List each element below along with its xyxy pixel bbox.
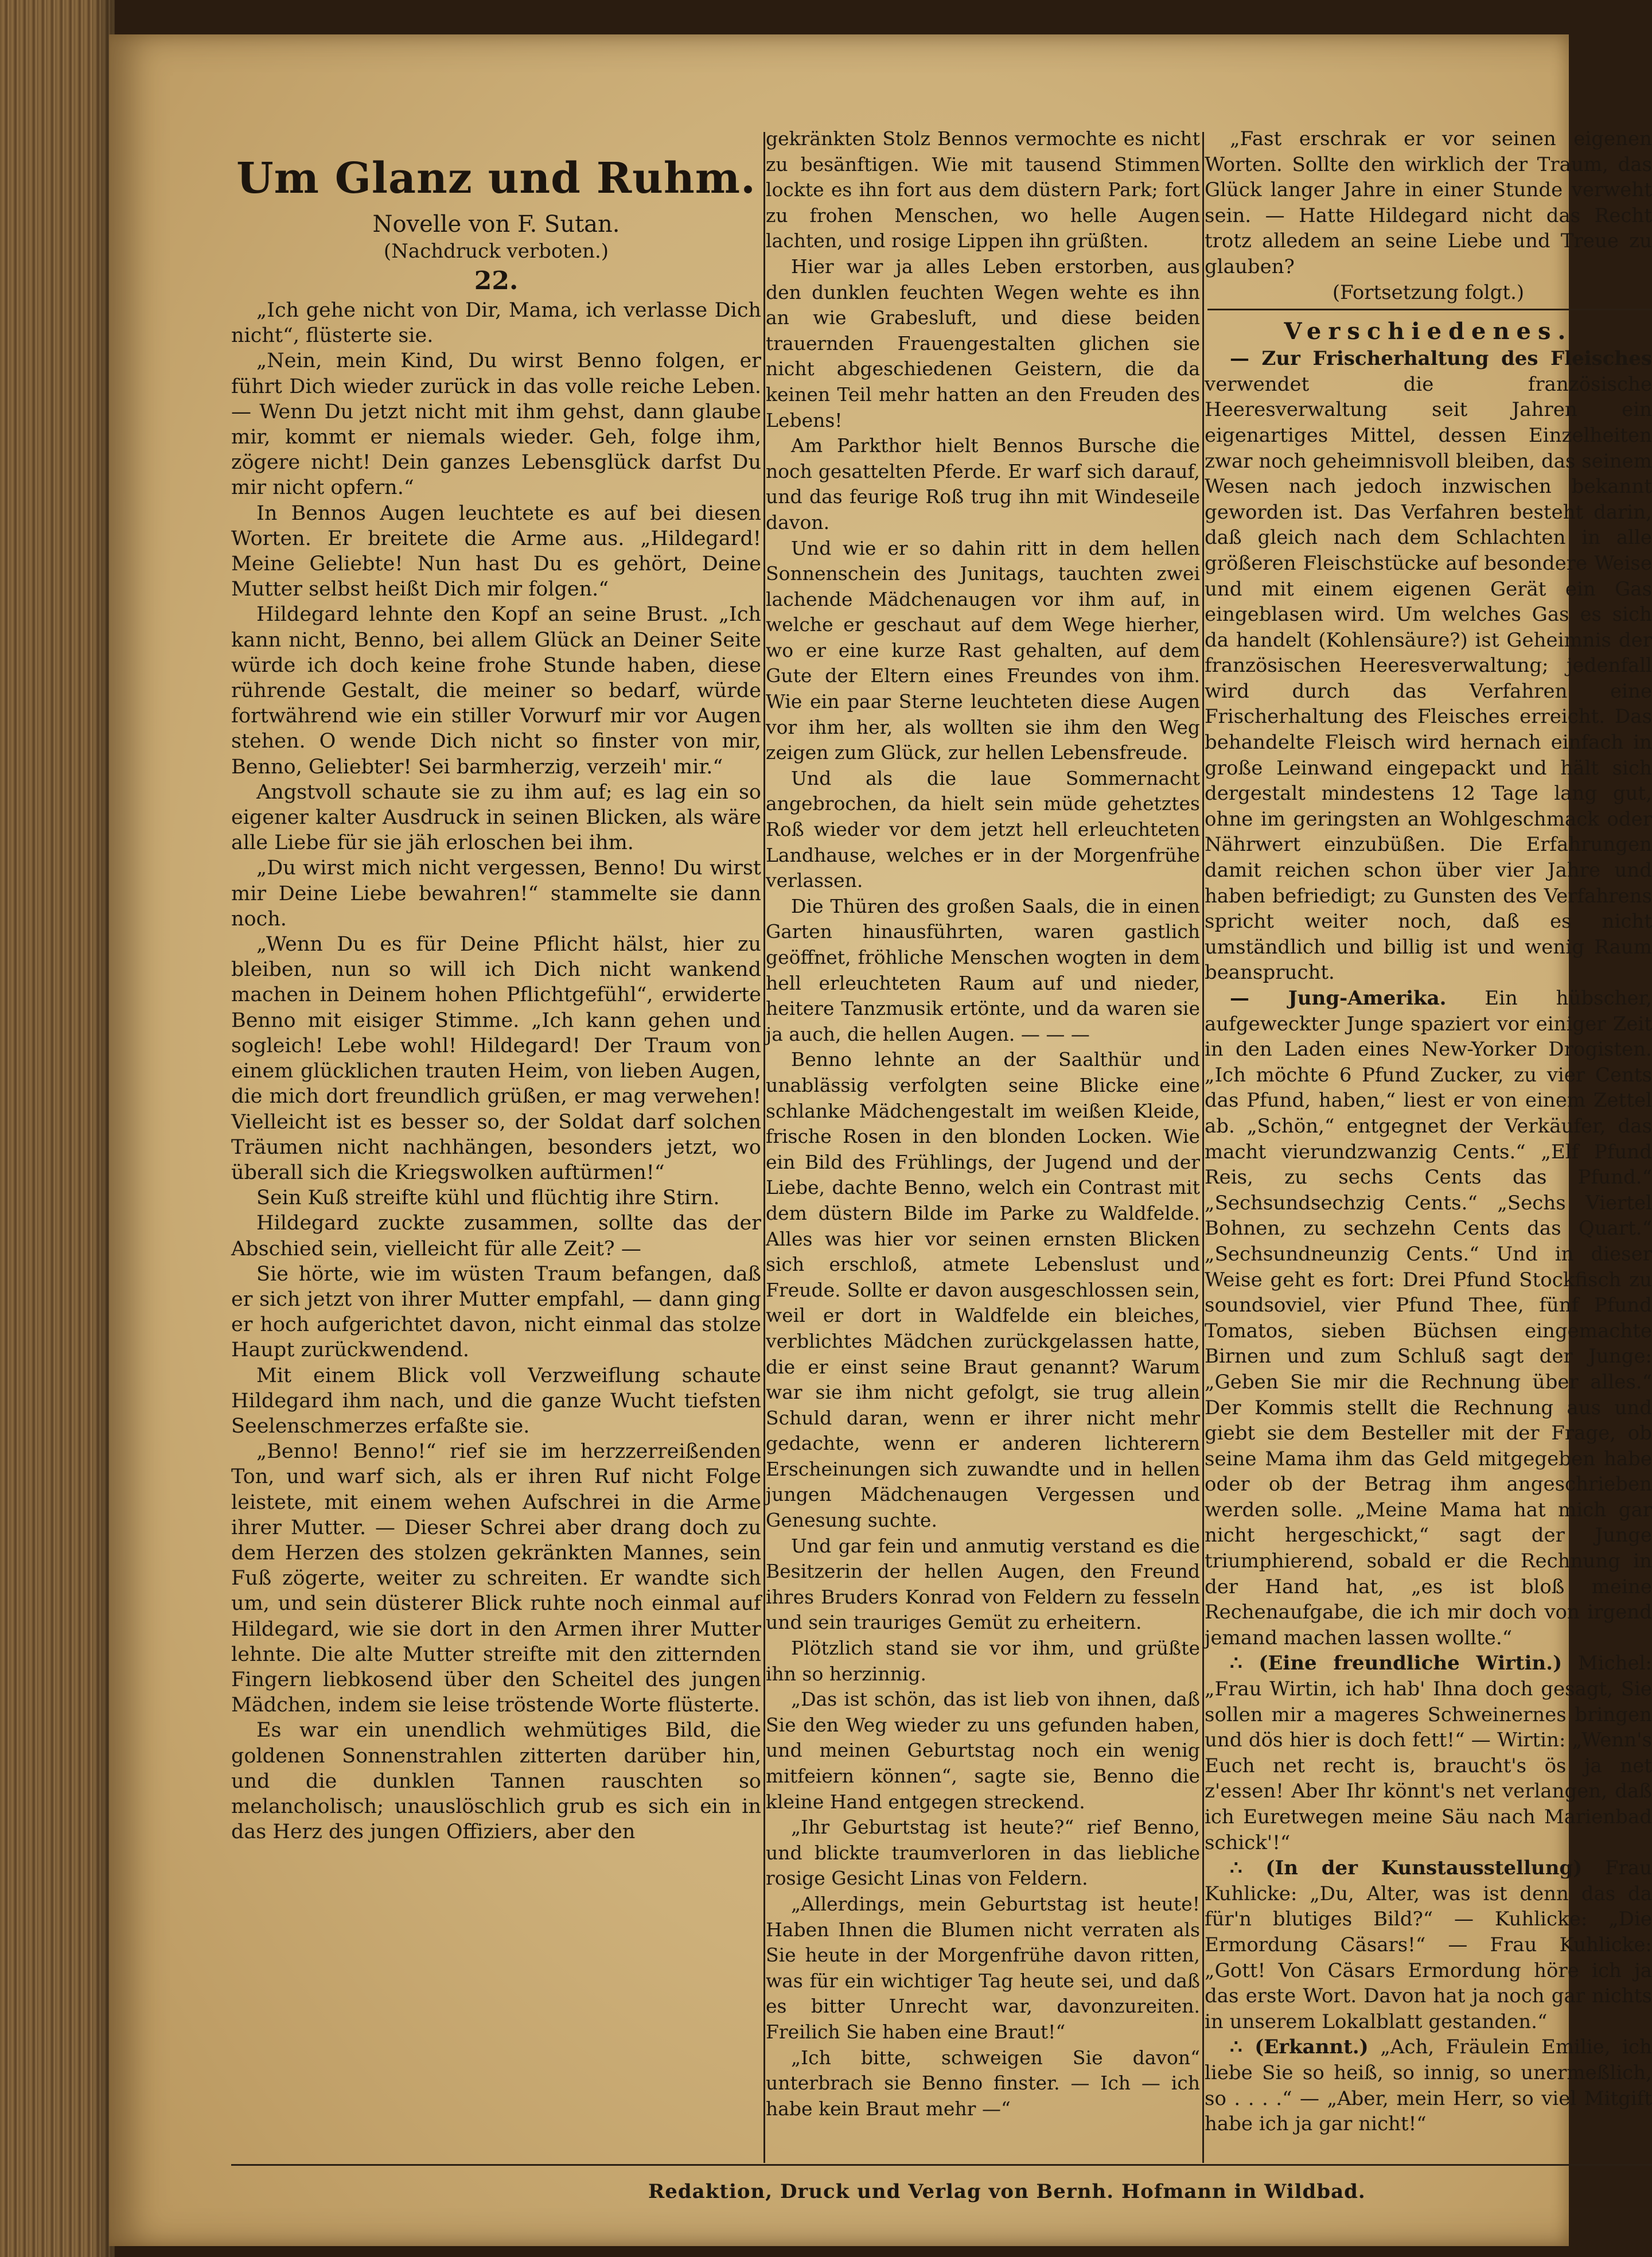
section-heading: Verschiedenes. <box>1284 318 1573 345</box>
paragraph: „Nein, mein Kind, Du wirst Benno folgen, er führt Dich wieder zurück in das volle reiche Leben. — Wenn Du jetzt nicht mit ihm gehst, dann glaube mir, kommt er niemals wieder. Geh, folge ihm, zögere nicht! Dein ganzes Lebensglück darfst Du mir nicht opfern.“ <box>231 349 761 500</box>
paragraph: Hier war ja alles Leben erstorben, aus den dunklen feuchten Wegen wehte es ihn an wie Grabesluft, und diese beiden trauernden Frauengestalten glichen sie nicht abgeschiedenen Geistern, die da keinen Teil mehr hatten an den Freuden des Lebens! <box>766 255 1200 431</box>
paragraph: Und gar fein und anmutig verstand es die Besitzerin der hellen Augen, den Freund ihres Bruders Konrad von Feldern zu fesseln und sein trauriges Gemüt zu erheitern. <box>766 1534 1200 1634</box>
item-text: Ein hübscher, aufgeweckter Junge spaziert vor einiger Zeit in den Laden eines New-Yorker Drogisten. „Ich möchte 6 Pfund Zucker, zu vier Cents das Pfund, haben,“ liest er von einem Zettel ab. „Schön,“ entgegnet der Verkäufer, das macht vierundzwanzig Cents.“ „Elf Pfund Reis, zu sechs Cents das Pfund.“ „Sechsundsechzig Cents.“ „Sechs Viertel Bohnen, zu sechzehn Cents das Quart.“ „Sechsundneunzig Cents.“ Und in dieser Weise geht es fort: Drei Pfund Stockfisch zu soundsoviel, vier Pfund Thee, fünf Pfund Tomatos, sieben Büchsen eingemachte Birnen und zum Schluß sagt der Junge: „Geben Sie mir die Rechnung über alles.“ Der Kommis stellt die Rechnung aus und giebt sie dem Besteller mit der Frage, ob seine Mama ihm das Geld mitgegeben habe oder ob der Betrag ihm angeschrieben werden solle. „Meine Mama hat mich gar nicht hergeschickt,“ sagt der Junge triumphierend, sobald er die Rechnung in der Hand hat, „es ist bloß meine Rechenaufgabe, die ich mir doch von irgend jemand machen lassen wollte.“ <box>1205 987 1652 1649</box>
item-heading: ∴ (Eine freundliche Wirtin.) <box>1230 1652 1563 1675</box>
paragraph: Mit einem Blick voll Verzweiflung schaute Hildegard ihm nach, und die ganze Wucht tiefsten Seelenschmerzes erfaßte sie. <box>231 1364 761 1438</box>
item-heading: — Jung-Amerika. <box>1230 987 1447 1010</box>
story-author: Novelle von F. Sutan. <box>372 211 620 238</box>
paragraph: Sein Kuß streifte kühl und flüchtig ihre Stirn. <box>256 1186 720 1210</box>
item-text: verwendet die französische Heeresverwaltung seit Jahren ein eigenartiges Mittel, dessen Einzelheiten zwar noch geheimnisvoll bleiben, das seinem Wesen nach jedoch inzwischen bekannt geworden ist. Das Verfahren besteht darin, daß gleich nach dem Schlachten in alle größeren Fleischstücke auf besondere Weise und mit einem eigenen Gerät ein Gas eingeblasen wird. Um welches Gas es sich da handelt (Kohlensäure?) ist Geheimnis der französischen Heeresverwaltung; jedenfall wird durch das Verfahren eine Frischerhaltung des Fleisches erreicht. Das behandelte Fleisch wird hernach einfach in große Leinwand eingepackt und hält sich dergestalt mindestens 12 Tage lang gut, ohne im geringsten an Wohlgeschmack oder Nährwert einzubüßen. Die Erfahrungen damit reichen schon über vier Jahre und haben befriedigt; zu Gunsten des Verfahrens spricht weiter noch, daß es nicht umständlich und billig ist und wenig Raum beansprucht. <box>1205 372 1652 984</box>
item-heading: — Zur Frischerhaltung des Fleisches <box>1230 347 1652 371</box>
chapter-number: 22. <box>474 266 519 295</box>
reprint-note: (Nachdruck verboten.) <box>383 240 609 263</box>
column-3-text <box>1205 126 1652 280</box>
miscellany-item <box>1205 1651 1652 1855</box>
paragraph: Benno lehnte an der Saalthür und unablässig verfolgten seine Blicke eine schlanke Mädchengestalt im weißen Kleide, frische Rosen in den blonden Locken. Wie ein Bild des Frühlings, der Jugend und der Liebe, dachte Benno, welch ein Contrast mit dem düstern Bilde im Parke zu Waldfelde. Alles was hier vor seinen ernsten Blicken sich erschloß, atmete Lebenslust und Freude. Sollte er davon ausgeschlossen sein, weil er dort in Waldfelde ein bleiches, verblichtes Mädchen zurückgelassen hatte, die er einst seine Braut genannt? Warum war sie ihm nicht gefolgt, sie trug allein Schuld daran, wenn er ihrer nicht mehr gedachte, wenn er anderen lichterern Erscheinungen sich zuwandte und in hellen jungen Mädchenaugen Vergessen und Genesung suchte. <box>766 1048 1200 1532</box>
paragraph: Sie hörte, wie im wüsten Traum befangen, daß er sich jetzt von ihrer Mutter empfahl, — dann ging er hoch aufgerichtet davon, nicht einmal das stolze Haupt zurückwendend. <box>231 1262 761 1362</box>
column-3 <box>1205 126 1652 2137</box>
paragraph: „Benno! Benno!“ rief sie im herzzerreißenden Ton, und warf sich, als er ihren Ruf nicht Folge leistete, mit einem wehen Aufschrei in die Arme ihrer Mutter. — Dieser Schrei aber drang doch zu dem Herzen des stolzen gekränkten Mannes, sein Fuß zögerte, weiter zu schreiten. Er wandte sich um, und sein düsterer Blick ruhte noch einmal auf Hildegard, wie sie dort in den Armen ihrer Mutter lehnte. Die alte Mutter streifte mit den zitternden Fingern liebkosend über den Scheitel des jungen Mädchen, indem sie leise tröstende Worte flüsterte. <box>231 1440 761 1717</box>
column-2 <box>766 126 1200 2122</box>
paragraph: Angstvoll schaute sie zu ihm auf; es lag ein so eigener kalter Ausdruck in seinen Blicken, als wäre alle Liebe für sie jäh erloschen bei ihm. <box>231 780 761 855</box>
paragraph: „Fast erschrak er vor seinen eigenen Worten. Sollte den wirklich der Traum, das Glück langer Jahre in einer Stunde verweht sein. — Hatte Hildegard nicht das Recht trotz alledem an seine Liebe und Treue zu glauben? <box>1205 127 1652 278</box>
miscellany-item <box>1205 986 1652 1651</box>
paragraph: In Bennos Augen leuchtete es auf bei diesen Worten. Er breitete die Arme aus. „Hildegard! Meine Geliebte! Nun hast Du es gehört, Deine Mutter selbst heißt Dich mir folgen.“ <box>231 501 761 601</box>
item-text: Michel: „Frau Wirtin, ich hab' Ihna doch gesagt, Sie sollen mir a mageres Schweinernes bringen und dös hier is doch fett!“ — Wirtin: „Wenn's Euch net recht is, braucht's ös ja net z'essen! Aber Ihr könnt's net verlangen, daß ich Euretwegen meine Säu nach Marienbad schick'!“ <box>1205 1652 1652 1854</box>
paragraph: Hildegard lehnte den Kopf an seine Brust. „Ich kann nicht, Benno, bei allem Glück an Deiner Seite würde ich doch keine frohe Stunde haben, diese rührende Gestalt, die meiner so bedarf, würde fortwährend wie ein stiller Vorwurf mir vor Augen stehen. O wende Dich nicht so finster von mir, Benno, Geliebter! Sei barmherzig, verzeih' mir.“ <box>231 603 761 779</box>
column-1-text <box>231 298 761 1844</box>
item-text: Frau Kuhlicke: „Du, Alter, was ist denn das da für'n blutiges Bild?“ — Kuhlicke: „Die Ermordung Cäsars!“ — Frau Kuhlicke: „Gott! Von Cäsars Ermordung höre ich ja das erste Wort. Davon hat ja noch gar nichts in unserem Lokalblatt gestanden.“ <box>1205 1857 1652 2033</box>
paragraph: „Ich bitte, schweigen Sie davon“ unterbrach sie Benno finster. — Ich — ich habe kein Braut mehr —“ <box>766 2046 1200 2120</box>
paragraph: „Ihr Geburtstag ist heute?“ rief Benno, und blickte traumverloren in das liebliche rosige Gesicht Linas von Feldern. <box>766 1816 1200 1890</box>
paragraph: „Das ist schön, das ist lieb von ihnen, daß Sie den Weg wieder zu uns gefunden haben, und meinen Geburtstag noch ein wenig mitfeiern können“, sagte sie, Benno die kleine Hand entgegen streckend. <box>766 1688 1200 1813</box>
story-title: Um Glanz und Ruhm. <box>236 154 756 203</box>
paragraph: Die Thüren des großen Saals, die in einen Garten hinausführten, waren gastlich geöffnet, fröhliche Menschen wogten in dem hell erleuchteten Raum auf und nieder, heitere Tanzmusik ertönte, und da waren sie ja auch, die hellen Augen. — — — <box>766 894 1200 1045</box>
item-text: „Ach, Fräulein Emilie, ich liebe Sie so heiß, so innig, so unermeßlich, so . . . .“ — „Aber, mein Herr, so viel Mitgift habe ich ja gar nicht!“ <box>1205 2036 1652 2136</box>
paragraph: Am Parkthor hielt Bennos Bursche die noch gesattelten Pferde. Er warf sich darauf, und das feurige Roß trug ihn mit Windeseile davon. <box>766 434 1200 534</box>
miscellany-item <box>1205 346 1652 986</box>
item-heading: ∴ (Erkannt.) <box>1230 2036 1369 2059</box>
paragraph: Und wie er so dahin ritt in dem hellen Sonnenschein des Junitags, tauchten zwei lachende Mädchenaugen vor ihm auf, in welche er geschaut auf dem Wege hierher, wo er eine kurze Rast gehalten, auf dem Gute der Eltern eines Freundes von ihm. Wie ein paar Sterne leuchteten diese Augen vor ihm her, als wollten sie ihm den Weg zeigen zum Glück, zur hellen Lebensfreude. <box>766 536 1200 764</box>
column-rule-1 <box>763 132 765 2163</box>
imprint-footer: Redaktion, Druck und Verlag von Bernh. Hofmann in Wildbad. <box>648 2180 1366 2203</box>
paragraph: Und als die laue Sommernacht angebrochen, da hielt sein müde gehetztes Roß wieder vor dem jetzt hell erleuchteten Landhause, welches er in der Morgenfrühe verlassen. <box>766 766 1200 892</box>
paragraph: „Du wirst mich nicht vergessen, Benno! Du wirst mir Deine Liebe bewahren!“ stammelte sie dann noch. <box>231 857 761 931</box>
column-rule-2 <box>1202 132 1204 2163</box>
paragraph: „Wenn Du es für Deine Pflicht hälst, hier zu bleiben, nun so will ich Dich nicht wankend machen in Deinem hohen Pflichtgefühl“, erwiderte Benno mit eisiger Stimme. „Ich kann gehen und sogleich! Lebe wohl! Hildegard! Der Traum von einem glücklichen trauten Heim, von lieben Augen, die mich dort freundlich grüßen, er mag verwehen! Vielleicht ist es besser so, der Soldat darf solchen Träumen nicht nachhängen, besonders jetzt, wo überall sich die Kriegswolken auftürmen!“ <box>231 933 761 1184</box>
footer-rule <box>231 2164 1652 2166</box>
paragraph: „Ich gehe nicht von Dir, Mama, ich verlasse Dich nicht“, flüsterte sie. <box>231 299 761 348</box>
paragraph: Plötzlich stand sie vor ihm, und grüßte ihn so herzinnig. <box>766 1637 1200 1685</box>
paragraph: Es war ein unendlich wehmütiges Bild, die goldenen Sonnenstrahlen zitterten darüber hin, und die dunklen Tannen rauschten so melancholisch; unauslöschlich grub es sich ein in das Herz des jungen Offiziers, aber den <box>231 1719 761 1844</box>
miscellany-item <box>1205 2034 1652 2137</box>
book-edge <box>0 0 115 2257</box>
column-2-text <box>766 126 1200 2122</box>
paragraph: gekränkten Stolz Bennos vermochte es nicht zu besänftigen. Wie mit tausend Stimmen lockte es ihn fort aus dem düstern Park; fort zu frohen Menschen, wo helle Augen lachten, und rosige Lippen ihn grüßten. <box>766 127 1200 252</box>
continued-note: (Fortsetzung folgt.) <box>1332 281 1525 304</box>
paragraph: Hildegard zuckte zusammen, sollte das der Abschied sein, vielleicht für alle Zeit? — <box>231 1212 761 1260</box>
paragraph: „Allerdings, mein Geburtstag ist heute! Haben Ihnen die Blumen nicht verraten als Sie heute in der Morgenfrühe davon ritten, was für ein wichtiger Tag heute sei, und daß es bitter Unrecht war, davonzureiten. Freilich Sie haben eine Braut!“ <box>766 1892 1200 2043</box>
item-heading: ∴ (In der Kunstausstellung) <box>1230 1857 1583 1880</box>
miscellany-item <box>1205 1855 1652 2034</box>
newspaper-page <box>109 34 1652 2246</box>
miscellany-items <box>1205 346 1652 2137</box>
column-1 <box>231 126 761 1844</box>
